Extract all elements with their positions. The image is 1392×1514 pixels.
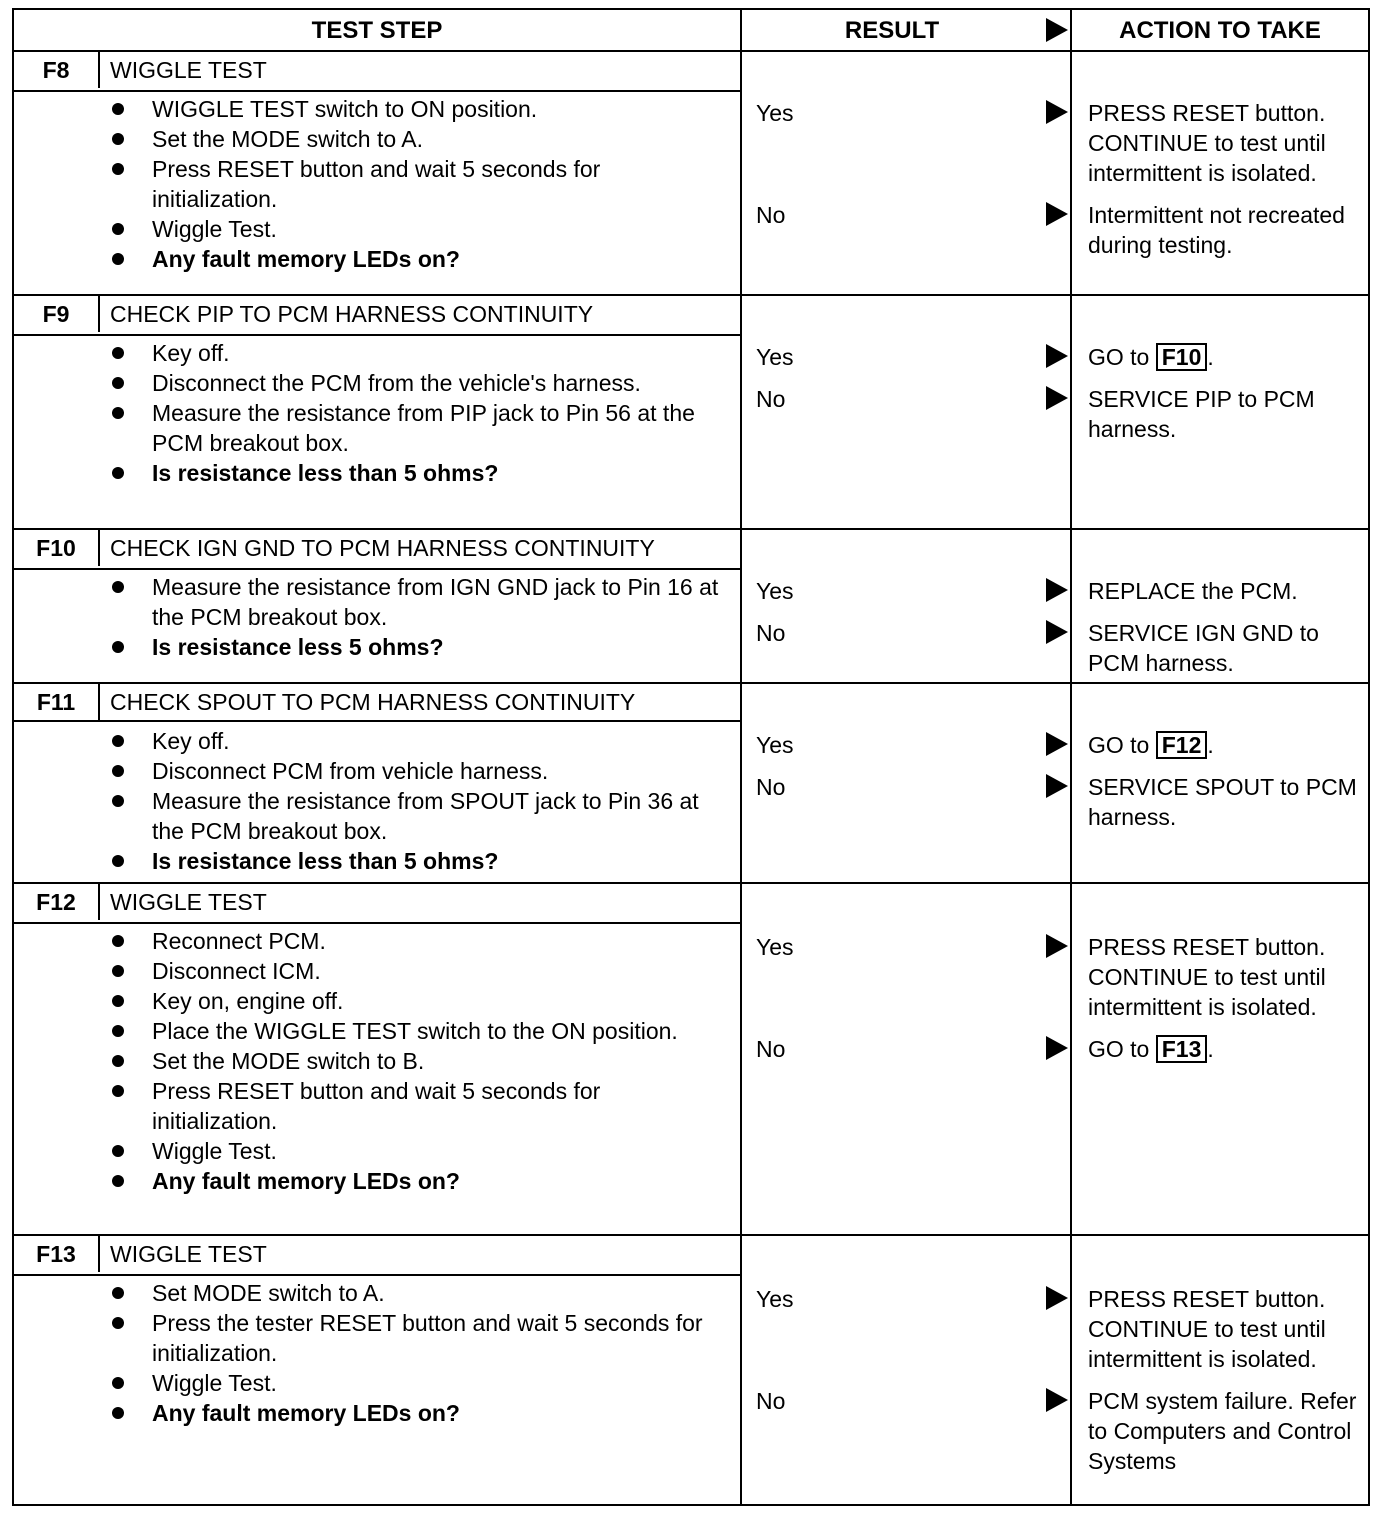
bullet-item: WIGGLE TEST switch to ON position. bbox=[108, 94, 728, 124]
step-ref-f10[interactable]: F10 bbox=[1156, 343, 1208, 371]
bullet-item: Press RESET button and wait 5 seconds for initialization. bbox=[108, 154, 728, 214]
bullet-item: Disconnect PCM from vehicle harness. bbox=[108, 756, 728, 786]
bullet-item: Set MODE switch to A. bbox=[108, 1278, 728, 1308]
bullet-item: Key off. bbox=[108, 338, 728, 368]
bullet-item: Key off. bbox=[108, 726, 728, 756]
step-id: F10 bbox=[14, 528, 100, 566]
result-yes: Yes bbox=[756, 1286, 794, 1312]
result-no: No bbox=[756, 1388, 786, 1414]
step-id: F13 bbox=[14, 1234, 100, 1272]
action-no: SERVICE PIP to PCM harness. bbox=[1088, 386, 1315, 442]
step-id: F8 bbox=[14, 50, 100, 88]
action-no: SERVICE SPOUT to PCM harness. bbox=[1088, 774, 1357, 830]
step-ref-f13[interactable]: F13 bbox=[1156, 1035, 1208, 1063]
step-f13 bbox=[14, 1234, 1368, 1504]
result-no: No bbox=[756, 774, 786, 800]
bullet-item: Disconnect ICM. bbox=[108, 956, 728, 986]
bullet-item: Set the MODE switch to B. bbox=[108, 1046, 728, 1076]
header-action: ACTION TO TAKE bbox=[1119, 17, 1321, 44]
arrow-icon bbox=[1046, 1388, 1068, 1412]
bullet-question: Any fault memory LEDs on? bbox=[108, 244, 728, 274]
arrow-icon bbox=[1046, 202, 1068, 226]
bullet-item: Wiggle Test. bbox=[108, 1136, 728, 1166]
arrow-icon bbox=[1046, 344, 1068, 368]
result-no: No bbox=[756, 620, 786, 646]
result-yes: Yes bbox=[756, 732, 794, 758]
bullet-question: Is resistance less than 5 ohms? bbox=[108, 846, 728, 876]
action-yes: GO to F12 . bbox=[1088, 732, 1214, 758]
result-yes: Yes bbox=[756, 578, 794, 604]
bullet-item: Set the MODE switch to A. bbox=[108, 124, 728, 154]
step-title: CHECK PIP TO PCM HARNESS CONTINUITY bbox=[110, 301, 594, 327]
bullet-item: Place the WIGGLE TEST switch to the ON position. bbox=[108, 1016, 728, 1046]
bullet-item: Wiggle Test. bbox=[108, 1368, 728, 1398]
diagnostic-table bbox=[12, 8, 1370, 1506]
result-yes: Yes bbox=[756, 344, 794, 370]
bullet-question: Any fault memory LEDs on? bbox=[108, 1398, 728, 1428]
step-f10 bbox=[14, 528, 1368, 682]
step-f11 bbox=[14, 682, 1368, 884]
bullet-item: Disconnect the PCM from the vehicle's harness. bbox=[108, 368, 728, 398]
step-id: F9 bbox=[14, 294, 100, 332]
action-yes: REPLACE the PCM. bbox=[1088, 578, 1298, 604]
result-no: No bbox=[756, 202, 786, 228]
bullet-item: Press the tester RESET button and wait 5 seconds for initialization. bbox=[108, 1308, 728, 1368]
step-title: WIGGLE TEST bbox=[110, 889, 267, 915]
result-yes: Yes bbox=[756, 934, 794, 960]
bullet-item: Reconnect PCM. bbox=[108, 926, 728, 956]
action-no: GO to F13 . bbox=[1088, 1036, 1214, 1062]
result-no: No bbox=[756, 1036, 786, 1062]
step-title: WIGGLE TEST bbox=[110, 1241, 267, 1267]
step-id: F12 bbox=[14, 882, 100, 920]
step-f9 bbox=[14, 294, 1368, 528]
step-title: CHECK IGN GND TO PCM HARNESS CONTINUITY bbox=[110, 535, 655, 561]
result-no: No bbox=[756, 386, 786, 412]
bullet-item: Measure the resistance from SPOUT jack to Pin 36 at the PCM breakout box. bbox=[108, 786, 728, 846]
arrow-icon bbox=[1046, 774, 1068, 798]
bullet-item: Press RESET button and wait 5 seconds for initialization. bbox=[108, 1076, 728, 1136]
step-id: F11 bbox=[14, 682, 100, 720]
action-yes: PRESS RESET button. CONTINUE to test until intermittent is isolated. bbox=[1088, 100, 1326, 186]
action-no: PCM system failure. Refer to Computers and Control Systems bbox=[1088, 1388, 1357, 1474]
arrow-icon bbox=[1046, 1286, 1068, 1310]
bullet-item: Measure the resistance from PIP jack to Pin 56 at the PCM breakout box. bbox=[108, 398, 728, 458]
action-no: Intermittent not recreated during testing. bbox=[1088, 202, 1345, 258]
action-yes: PRESS RESET button. CONTINUE to test until intermittent is isolated. bbox=[1088, 1286, 1326, 1372]
bullet-item: Key on, engine off. bbox=[108, 986, 728, 1016]
arrow-icon bbox=[1046, 934, 1068, 958]
arrow-icon bbox=[1046, 620, 1068, 644]
result-yes: Yes bbox=[756, 100, 794, 126]
arrow-icon bbox=[1046, 578, 1068, 602]
arrow-icon bbox=[1046, 1036, 1068, 1060]
header-result: RESULT bbox=[844, 17, 940, 44]
action-yes: GO to F10 . bbox=[1088, 344, 1214, 370]
step-f8 bbox=[14, 50, 1368, 296]
arrow-icon bbox=[1046, 386, 1068, 410]
step-title: WIGGLE TEST bbox=[110, 57, 267, 83]
step-title: CHECK SPOUT TO PCM HARNESS CONTINUITY bbox=[110, 689, 636, 715]
step-f12 bbox=[14, 882, 1368, 1234]
header-arrow-icon bbox=[1046, 18, 1068, 42]
action-yes: PRESS RESET button. CONTINUE to test until intermittent is isolated. bbox=[1088, 934, 1326, 1020]
header-test-step: TEST STEP bbox=[311, 17, 443, 44]
bullet-item: Wiggle Test. bbox=[108, 214, 728, 244]
bullet-question: Is resistance less than 5 ohms? bbox=[108, 458, 728, 488]
arrow-icon bbox=[1046, 100, 1068, 124]
action-no: SERVICE IGN GND to PCM harness. bbox=[1088, 620, 1319, 676]
bullet-item: Measure the resistance from IGN GND jack to Pin 16 at the PCM breakout box. bbox=[108, 572, 728, 632]
bullet-question: Any fault memory LEDs on? bbox=[108, 1166, 728, 1196]
step-ref-f12[interactable]: F12 bbox=[1156, 731, 1208, 759]
arrow-icon bbox=[1046, 732, 1068, 756]
bullet-question: Is resistance less 5 ohms? bbox=[108, 632, 728, 662]
